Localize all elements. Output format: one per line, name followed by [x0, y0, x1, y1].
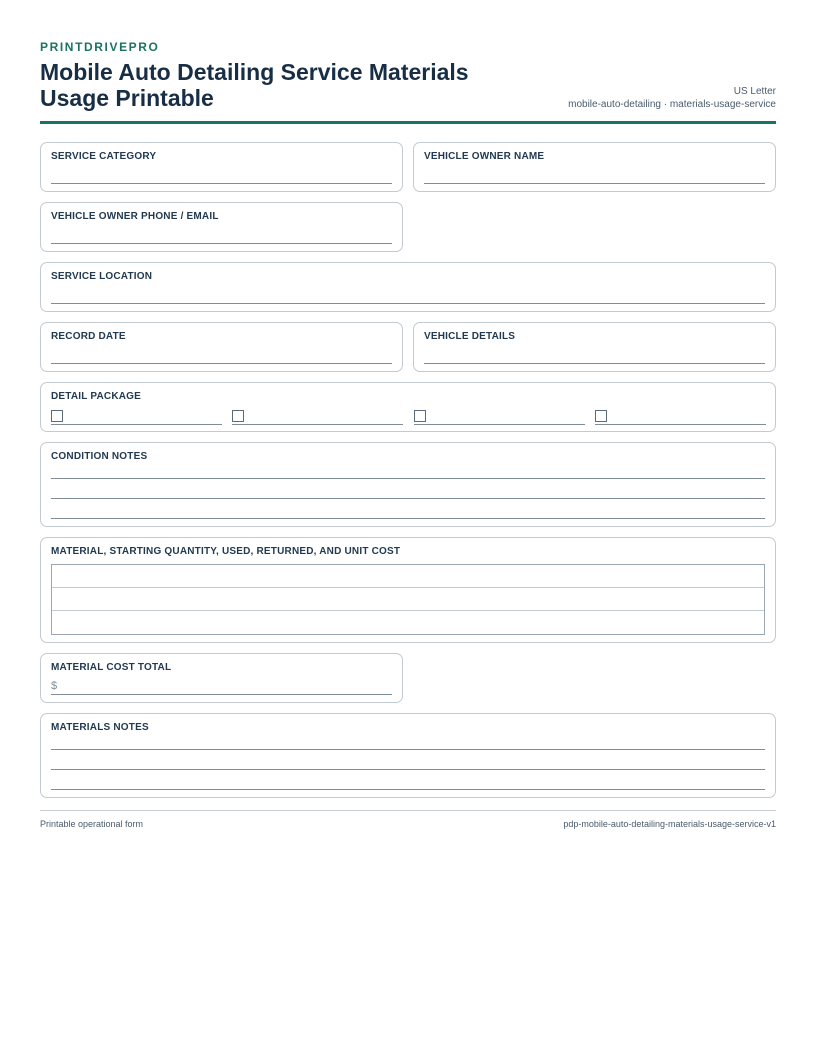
detail-package-option[interactable]: [595, 409, 766, 425]
checkbox[interactable]: [232, 410, 244, 422]
detail-package-label: DETAIL PACKAGE: [51, 391, 142, 402]
vehicle-details-label: VEHICLE DETAILS: [424, 331, 516, 342]
materials-notes-label: MATERIALS NOTES: [51, 722, 149, 733]
materials-table: [51, 564, 765, 635]
materials-table-label: MATERIAL, STARTING QUANTITY, USED, RETURNED, AND UNIT COST: [51, 546, 401, 557]
vehicle-owner-contact-field[interactable]: [40, 202, 403, 252]
checkbox[interactable]: [51, 410, 63, 422]
service-category-field[interactable]: [40, 142, 403, 192]
material-cost-total-label: MATERIAL COST TOTAL: [51, 662, 172, 673]
detail-package-option[interactable]: [232, 409, 403, 425]
condition-notes-line[interactable]: [51, 478, 765, 479]
materials-notes-line[interactable]: [51, 749, 765, 750]
footer-left: Printable operational form: [40, 819, 144, 829]
detail-package-option[interactable]: [414, 409, 585, 425]
material-cost-total-field[interactable]: [40, 653, 403, 703]
service-location-field[interactable]: [40, 262, 776, 312]
detail-package-option[interactable]: [51, 409, 222, 425]
materials-notes-line[interactable]: [51, 789, 765, 790]
materials-table-field: [40, 537, 776, 643]
table-row[interactable]: [52, 565, 764, 588]
vehicle-owner-name-label: VEHICLE OWNER NAME: [424, 151, 545, 162]
vehicle-details-line[interactable]: [424, 363, 765, 364]
checkbox[interactable]: [414, 410, 426, 422]
service-category-line[interactable]: [51, 183, 392, 184]
form-slug: mobile-auto-detailing · materials-usage-service: [568, 99, 776, 110]
vehicle-owner-contact-label: VEHICLE OWNER PHONE / EMAIL: [51, 211, 219, 222]
materials-notes-line[interactable]: [51, 769, 765, 770]
footer-right: pdp-mobile-auto-detailing-materials-usage-service-v1: [563, 819, 776, 829]
brand-name: PRINTDRIVEPRO: [40, 40, 160, 54]
currency-symbol: $: [51, 680, 58, 692]
materials-notes-field[interactable]: [40, 713, 776, 798]
page-header: [40, 54, 776, 124]
service-location-line[interactable]: [51, 303, 765, 304]
vehicle-owner-contact-line[interactable]: [51, 243, 392, 244]
vehicle-details-field[interactable]: [413, 322, 776, 372]
checkbox[interactable]: [595, 410, 607, 422]
service-category-label: SERVICE CATEGORY: [51, 151, 157, 162]
material-cost-total-line[interactable]: [51, 694, 392, 695]
record-date-field[interactable]: [40, 322, 403, 372]
table-row[interactable]: [52, 611, 764, 634]
record-date-line[interactable]: [51, 363, 392, 364]
condition-notes-field[interactable]: [40, 442, 776, 527]
record-date-label: RECORD DATE: [51, 331, 126, 342]
page-title: Mobile Auto Detailing Service Materials Usage Printable: [40, 59, 469, 111]
table-row[interactable]: [52, 588, 764, 611]
condition-notes-line[interactable]: [51, 518, 765, 519]
condition-notes-label: CONDITION NOTES: [51, 451, 148, 462]
detail-package-field: [40, 382, 776, 432]
vehicle-owner-name-field[interactable]: [413, 142, 776, 192]
vehicle-owner-name-line[interactable]: [424, 183, 765, 184]
paper-size: US Letter: [733, 86, 776, 97]
page-footer: [40, 810, 776, 829]
condition-notes-line[interactable]: [51, 498, 765, 499]
page-meta: [568, 85, 776, 111]
service-location-label: SERVICE LOCATION: [51, 271, 153, 282]
